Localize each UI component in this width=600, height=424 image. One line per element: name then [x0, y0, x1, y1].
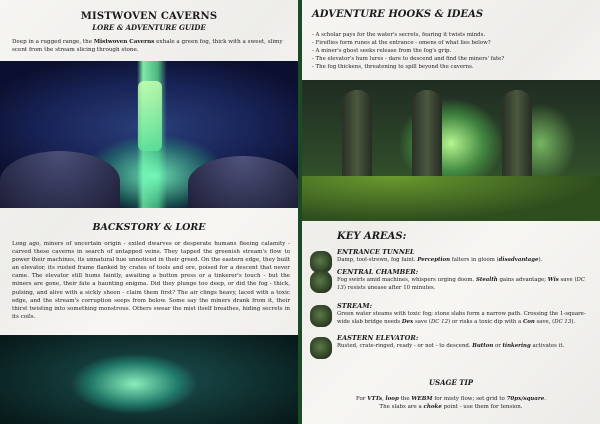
area-name: ENTRANCE TUNNEL	[337, 248, 415, 256]
hooks-heading: ADVENTURE HOOKS & IDEAS	[312, 9, 484, 20]
emphasis-text: Wis	[547, 277, 559, 283]
intro-paragraph	[12, 38, 292, 54]
emphasis-text: Dex	[401, 318, 414, 325]
text-run: point - use them for tension.	[441, 404, 523, 410]
mossy-ruins-illustration	[302, 80, 600, 221]
emphasis-text: choke	[423, 404, 442, 410]
emphasis-text: Stealth	[475, 277, 498, 283]
chamber-icon	[310, 271, 332, 293]
text-run: Green water steams with toxic fog; stone slabs form a narrow path. Crossing the 1-square-wide slab bridge needs	[337, 311, 586, 325]
elevator-icon	[310, 337, 332, 359]
hooks-list	[312, 31, 592, 71]
text-run: exhale a green fog, thick with a sweet, slimy scent from the stream slicing through stone.	[12, 39, 283, 53]
area-description	[337, 257, 595, 265]
text-run: save (	[413, 318, 431, 325]
emphasis-text: Perception	[417, 257, 451, 263]
emphasis-text: DC 13	[337, 277, 585, 291]
right-page	[302, 0, 600, 424]
area-name: STREAM:	[337, 302, 373, 310]
emphasis-text: tinkering	[502, 343, 531, 349]
text-run: The slabs are a	[379, 404, 424, 410]
text-run: save (	[558, 277, 577, 283]
text-run: for misty flow; set grid to	[432, 396, 507, 402]
text-run: gains advantage;	[497, 277, 548, 283]
text-run: .	[544, 396, 547, 402]
text-run: Deep in a rugged range, the	[12, 39, 94, 45]
text-run: ).	[538, 257, 543, 263]
emphasis-text: DC 12	[430, 318, 449, 325]
hook-item: - Fireflies form runes at the entrance - omens of what lies below?	[312, 40, 491, 46]
text-run: Fog swirls amid machines, whispers urging doom.	[337, 277, 476, 283]
left-page	[0, 0, 298, 424]
text-run: activates it.	[530, 343, 565, 349]
emphasis-text: DC 13	[554, 318, 572, 325]
hook-item: - A miner's ghost seeks release from the fog's grip.	[312, 48, 452, 54]
emphasis-text: VTTs	[367, 396, 383, 402]
backstory-paragraph: Long ago, miners of uncertain origin - exiled dwarves or desperate humans fleeing calamity - carved these caverns in search of untapped veins. They tapped the greenish stream's flow to power their machines, its unnatural hue unnoticed in their greed. On the eastern edge, they built an elevator, its rusted frame flanked by crates of tools and ore, poised for a descent that never came. The elevator still hums faintly, awaiting a button press or a tinkerer's touch - but the miners are gone, their fate a haunting enigma. Did they plunge too deep, or did the fog - thick, pulsing, and alive with a sickly sheen - claim them first? The air clings heavy, laced with a toxic edge, and the stream's corruption seeps from below. Some say the miners drank from it, their thirst twisting into something monstrous. Others swear the mist itself breathes, hiding secrets in its coils.	[12, 241, 290, 320]
hook-item: - A scholar pays for the water's secrets, fearing it twists minds.	[312, 32, 486, 38]
hook-item: - The fog thickens, threatening to spill beyond the caverns.	[312, 64, 474, 70]
cavern-waterfall-illustration	[0, 61, 298, 208]
area-name: EASTERN ELEVATOR:	[337, 334, 419, 342]
text-run: ).	[571, 318, 576, 325]
text-run: ) resists unease after 10 minutes.	[343, 284, 436, 291]
key-areas-heading: KEY AREAS:	[337, 231, 407, 242]
text-run: Rusted, crate-ringed, ready - or not - to descend.	[337, 343, 473, 349]
emphasis-text: loop	[385, 396, 399, 402]
stream-icon	[310, 305, 332, 327]
emphasis-text: Mistwoven Caverns	[93, 39, 155, 45]
emphasis-text: WEBM	[411, 396, 433, 402]
page-subtitle: LORE & ADVENTURE GUIDE	[92, 23, 206, 32]
area-description	[337, 343, 595, 351]
area-description	[337, 311, 595, 326]
text-run: ) or risks a toxic dip with a	[448, 318, 523, 325]
text-run: falters in gloom (	[450, 257, 499, 263]
backstory-heading: BACKSTORY & LORE	[92, 222, 206, 233]
hook-item: - The elevator's hum lures - dare to descend and find the miners' fate?	[312, 56, 505, 62]
page-title: MISTWOVEN CAVERNS	[80, 11, 218, 22]
usage-tip-text	[302, 395, 600, 411]
text-run: Damp, tool-strewn, fog faint.	[337, 257, 418, 263]
text-run: the	[398, 396, 412, 402]
area-name: CENTRAL CHAMBER:	[337, 268, 419, 276]
emphasis-text: disadvantage	[498, 257, 539, 263]
text-run: ,	[382, 396, 386, 402]
text-run: save, (	[534, 318, 555, 325]
tunnel-icon	[310, 251, 332, 273]
emphasis-text: Button	[472, 343, 494, 349]
cavern-tunnel-illustration	[0, 335, 298, 424]
text-run: For	[355, 396, 368, 402]
usage-tip-heading: USAGE TIP	[428, 378, 474, 387]
emphasis-text: 70px/square	[506, 396, 545, 402]
emphasis-text: Con	[522, 318, 535, 325]
text-run: or	[493, 343, 503, 349]
area-description	[337, 277, 595, 292]
